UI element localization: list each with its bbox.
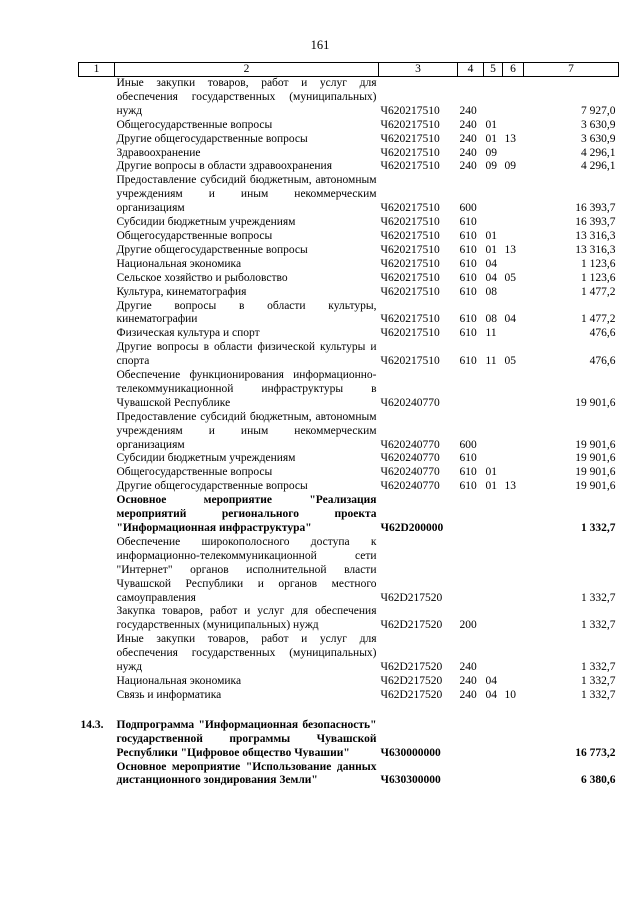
subsection-code	[503, 675, 524, 689]
expense-type-code: 240	[459, 688, 477, 701]
col-header: 3	[379, 63, 458, 77]
expense-type-code: 600	[459, 202, 477, 215]
expense-type-code: 610	[459, 216, 477, 229]
row-amount: 1 477,2	[581, 285, 616, 298]
spacer-row	[79, 703, 619, 719]
row-name: Предоставление субсидий бюджетным, автономным учреждениям и иным некоммерческим организациям	[116, 410, 377, 451]
row-amount: 1 123,6	[581, 271, 616, 284]
target-article-code: Ч62D217520	[380, 688, 443, 701]
table-row	[79, 216, 619, 230]
section-code: 04	[485, 271, 497, 284]
row-number	[79, 230, 115, 244]
row-amount: 6 380,6	[581, 774, 616, 787]
row-amount: 1 332,7	[581, 591, 616, 604]
row-amount: 1 332,7	[581, 619, 616, 632]
row-number	[79, 761, 115, 789]
table-row	[79, 77, 619, 119]
table-row	[79, 605, 619, 633]
row-number	[79, 605, 115, 633]
row-number	[79, 369, 115, 411]
row-number	[79, 119, 115, 133]
row-name: Другие вопросы в области здравоохранения	[116, 160, 332, 173]
subsection-code	[503, 761, 524, 789]
section-code: 04	[485, 688, 497, 701]
subsection-code	[503, 147, 524, 161]
section-code	[484, 369, 503, 411]
row-number	[79, 327, 115, 341]
row-name: Другие общегосударственные вопросы	[116, 480, 308, 493]
table-row	[79, 160, 619, 174]
section-code	[484, 494, 503, 536]
col-header: 6	[503, 63, 524, 77]
row-amount: 16 773,2	[575, 746, 616, 759]
table-row	[79, 494, 619, 536]
table-row	[79, 147, 619, 161]
expense-type-code: 610	[459, 452, 477, 465]
row-amount: 16 393,7	[575, 202, 616, 215]
table-row	[79, 480, 619, 494]
expense-type-code: 240	[459, 104, 477, 117]
subsection-code: 13	[504, 243, 516, 256]
row-name: Физическая культура и спорт	[116, 327, 260, 340]
row-name: Другие вопросы в области культуры, кинематографии	[116, 299, 377, 326]
target-article-code: Ч620217510	[380, 243, 440, 256]
subsection-code	[503, 452, 524, 466]
row-amount: 4 296,1	[581, 160, 616, 173]
section-code	[484, 77, 503, 119]
target-article-code: Ч620217510	[380, 271, 440, 284]
table-header	[79, 63, 619, 77]
row-name: Предоставление субсидий бюджетным, автономным учреждениям и иным некоммерческим организациям	[116, 174, 377, 215]
row-name: Основное мероприятие "Использование данных дистанционного зондирования Земли"	[116, 760, 377, 787]
table-row	[79, 230, 619, 244]
section-code: 11	[485, 355, 497, 368]
row-number	[79, 452, 115, 466]
table-row	[79, 689, 619, 703]
expense-type-code: 610	[459, 313, 477, 326]
table-row	[79, 286, 619, 300]
expense-type-code	[458, 494, 484, 536]
row-amount: 19 901,6	[575, 438, 616, 451]
target-article-code: Ч620240770	[380, 480, 440, 493]
subsection-code	[503, 286, 524, 300]
row-name: Закупка товаров, работ и услуг для обеспечения государственных (муниципальных) нужд	[116, 605, 377, 632]
section-code: 08	[485, 285, 497, 298]
target-article-code: Ч620217510	[380, 132, 440, 145]
table-row	[79, 244, 619, 258]
expense-type-code: 240	[459, 146, 477, 159]
target-article-code: Ч630000000	[380, 746, 441, 759]
section-code: 08	[485, 313, 497, 326]
section-code	[484, 411, 503, 453]
row-name: Субсидии бюджетным учреждениям	[116, 216, 296, 229]
row-number	[79, 633, 115, 675]
row-amount: 19 901,6	[575, 466, 616, 479]
section-code: 01	[485, 118, 497, 131]
row-number	[79, 77, 115, 119]
row-name: Подпрограмма "Информационная безопасность" государственной программы Чувашской Республики "Цифровое общество Чувашии"	[116, 718, 377, 759]
target-article-code: Ч620217510	[380, 355, 440, 368]
table-row	[79, 174, 619, 216]
row-amount: 1 123,6	[581, 257, 616, 270]
row-amount: 19 901,6	[575, 396, 616, 409]
expense-type-code: 240	[459, 674, 477, 687]
row-amount: 1 332,7	[581, 688, 616, 701]
row-name: Основное мероприятие "Реализация мероприятий регионального проекта "Информационная инфраструктура"	[116, 494, 377, 534]
row-name: Иные закупки товаров, работ и услуг для обеспечения государственных (муниципальных) нужд	[116, 633, 377, 674]
target-article-code: Ч620217510	[380, 257, 440, 270]
expense-type-code: 240	[459, 132, 477, 145]
section-code: 09	[485, 146, 497, 159]
row-name: Общегосударственные вопросы	[116, 118, 273, 131]
subsection-code	[503, 411, 524, 453]
row-name: Иные закупки товаров, работ и услуг для обеспечения государственных (муниципальных) нужд	[116, 77, 377, 117]
subsection-code	[503, 77, 524, 119]
section-code: 01	[485, 229, 497, 242]
row-name: Здравоохранение	[116, 146, 201, 159]
row-number	[79, 286, 115, 300]
section-code	[484, 761, 503, 789]
target-article-code: Ч620240770	[380, 396, 440, 409]
subsection-code	[503, 605, 524, 633]
row-amount: 7 927,0	[581, 104, 616, 117]
expense-type-code	[458, 369, 484, 411]
row-amount: 3 630,9	[581, 118, 616, 131]
row-number	[79, 160, 115, 174]
page-number: 161	[310, 38, 330, 52]
table-row	[79, 761, 619, 789]
row-number	[79, 244, 115, 258]
row-number	[79, 258, 115, 272]
row-number	[79, 536, 115, 606]
row-name: Субсидии бюджетным учреждениям	[116, 452, 296, 465]
table-row	[79, 369, 619, 411]
section-code: 01	[485, 243, 497, 256]
row-amount: 476,6	[589, 327, 616, 340]
table-row	[79, 133, 619, 147]
row-amount: 16 393,7	[575, 216, 616, 229]
target-article-code: Ч620240770	[380, 452, 440, 465]
expense-type-code	[458, 536, 484, 606]
subsection-code: 04	[504, 313, 516, 326]
subsection-code	[503, 174, 524, 216]
row-amount: 13 316,3	[575, 229, 616, 242]
row-number	[79, 466, 115, 480]
row-number	[79, 675, 115, 689]
row-number	[79, 216, 115, 230]
subsection-code	[503, 230, 524, 244]
section-code: 01	[485, 466, 497, 479]
row-amount: 1 477,2	[581, 313, 616, 326]
table-row	[79, 452, 619, 466]
table-row	[79, 272, 619, 286]
subsection-code	[503, 327, 524, 341]
subsection-code: 10	[504, 688, 516, 701]
subsection-code: 13	[504, 132, 516, 145]
target-article-code: Ч620217510	[380, 118, 440, 131]
subsection-code	[503, 719, 524, 761]
section-code: 04	[485, 257, 497, 270]
target-article-code: Ч620240770	[380, 438, 440, 451]
target-article-code: Ч620217510	[380, 313, 440, 326]
row-name: Культура, кинематография	[116, 285, 247, 298]
row-name: Связь и информатика	[116, 688, 222, 701]
target-article-code: Ч620217510	[380, 146, 440, 159]
section-code	[484, 719, 503, 761]
target-article-code: Ч62D217520	[380, 619, 443, 632]
row-amount: 3 630,9	[581, 132, 616, 145]
expense-type-code: 610	[459, 229, 477, 242]
target-article-code: Ч620217510	[380, 216, 440, 229]
expense-type-code	[458, 761, 484, 789]
row-name: Общегосударственные вопросы	[116, 229, 273, 242]
expense-type-code: 200	[459, 619, 477, 632]
section-code: 11	[485, 327, 497, 340]
row-number	[79, 341, 115, 369]
subsection-code	[503, 258, 524, 272]
expense-type-code: 240	[459, 160, 477, 173]
col-header: 1	[79, 63, 115, 77]
row-number	[79, 300, 115, 328]
section-code: 04	[485, 674, 497, 687]
row-amount: 1 332,7	[581, 522, 616, 534]
row-amount: 476,6	[589, 355, 616, 368]
row-name: Национальная экономика	[116, 674, 242, 687]
row-amount: 19 901,6	[575, 480, 616, 493]
row-amount: 1 332,7	[581, 674, 616, 687]
expense-type-code: 240	[459, 661, 477, 674]
row-name: Обеспечение функционирования информационно-телекоммуникационной инфраструктуры в Чувашской Республике	[116, 369, 377, 409]
target-article-code: Ч62D217520	[380, 661, 443, 674]
expense-type-code: 610	[459, 355, 477, 368]
subsection-code: 13	[504, 480, 516, 493]
row-number	[79, 480, 115, 494]
target-article-code: Ч620217510	[380, 104, 440, 117]
table-row	[79, 466, 619, 480]
table-row	[79, 341, 619, 369]
target-article-code: Ч630300000	[380, 774, 441, 787]
subsection-code	[503, 536, 524, 606]
row-number	[79, 411, 115, 453]
table-row	[79, 327, 619, 341]
expense-type-code: 610	[459, 243, 477, 256]
subsection-code: 05	[504, 271, 516, 284]
table-row	[79, 536, 619, 606]
table-row	[79, 411, 619, 453]
target-article-code: Ч62D217520	[380, 674, 443, 687]
row-name: Сельское хозяйство и рыболовство	[116, 271, 288, 284]
row-name: Другие вопросы в области физической культуры и спорта	[116, 341, 377, 368]
expense-type-code: 610	[459, 466, 477, 479]
row-number	[79, 689, 115, 703]
subsection-code	[503, 466, 524, 480]
subsection-code: 05	[504, 355, 516, 368]
expense-type-code: 600	[459, 438, 477, 451]
table-row	[79, 675, 619, 689]
expense-type-code: 610	[459, 257, 477, 270]
row-amount: 4 296,1	[581, 146, 616, 159]
row-amount: 19 901,6	[575, 452, 616, 465]
table-row	[79, 258, 619, 272]
expense-type-code: 610	[459, 327, 477, 340]
section-code	[484, 536, 503, 606]
section-code	[484, 216, 503, 230]
expense-type-code: 610	[459, 271, 477, 284]
target-article-code: Ч620217510	[380, 160, 440, 173]
section-code	[484, 605, 503, 633]
col-header: 5	[484, 63, 503, 77]
subsection-code	[503, 369, 524, 411]
row-name: Другие общегосударственные вопросы	[116, 243, 308, 256]
table-row	[79, 633, 619, 675]
row-amount: 13 316,3	[575, 243, 616, 256]
col-header: 2	[115, 63, 379, 77]
row-number	[79, 147, 115, 161]
row-number: 14.3.	[80, 718, 104, 731]
target-article-code: Ч62D217520	[380, 591, 443, 604]
col-header: 4	[458, 63, 484, 77]
row-name: Другие общегосударственные вопросы	[116, 132, 308, 145]
row-number	[79, 174, 115, 216]
target-article-code: Ч620217510	[380, 327, 440, 340]
section-code: 01	[485, 132, 497, 145]
table-row	[79, 300, 619, 328]
expense-type-code: 240	[459, 118, 477, 131]
row-number	[79, 133, 115, 147]
section-code: 01	[485, 480, 497, 493]
col-header: 7	[524, 63, 619, 77]
expense-type-code: 610	[459, 480, 477, 493]
table-row	[79, 119, 619, 133]
expense-type-code	[458, 719, 484, 761]
row-amount: 1 332,7	[581, 661, 616, 674]
budget-table	[78, 62, 619, 788]
row-number	[79, 494, 115, 536]
target-article-code: Ч62D200000	[380, 522, 444, 534]
row-name: Национальная экономика	[116, 257, 242, 270]
table-row	[79, 719, 619, 761]
subsection-code	[503, 633, 524, 675]
section-code: 09	[485, 160, 497, 173]
subsection-code	[503, 119, 524, 133]
row-name: Обеспечение широкополосного доступа к информационно-телекоммуникационной сети "Интернет" органов исполнительной власти Чувашской Республики и органов местного самоуправления	[116, 535, 377, 604]
section-code	[484, 452, 503, 466]
target-article-code: Ч620240770	[380, 466, 440, 479]
subsection-code	[503, 216, 524, 230]
expense-type-code: 610	[459, 285, 477, 298]
target-article-code: Ч620217510	[380, 202, 440, 215]
section-code	[484, 174, 503, 216]
subsection-code: 09	[504, 160, 516, 173]
section-code	[484, 633, 503, 675]
row-number	[79, 272, 115, 286]
subsection-code	[503, 494, 524, 536]
target-article-code: Ч620217510	[380, 229, 440, 242]
target-article-code: Ч620217510	[380, 285, 440, 298]
row-name: Общегосударственные вопросы	[116, 466, 273, 479]
